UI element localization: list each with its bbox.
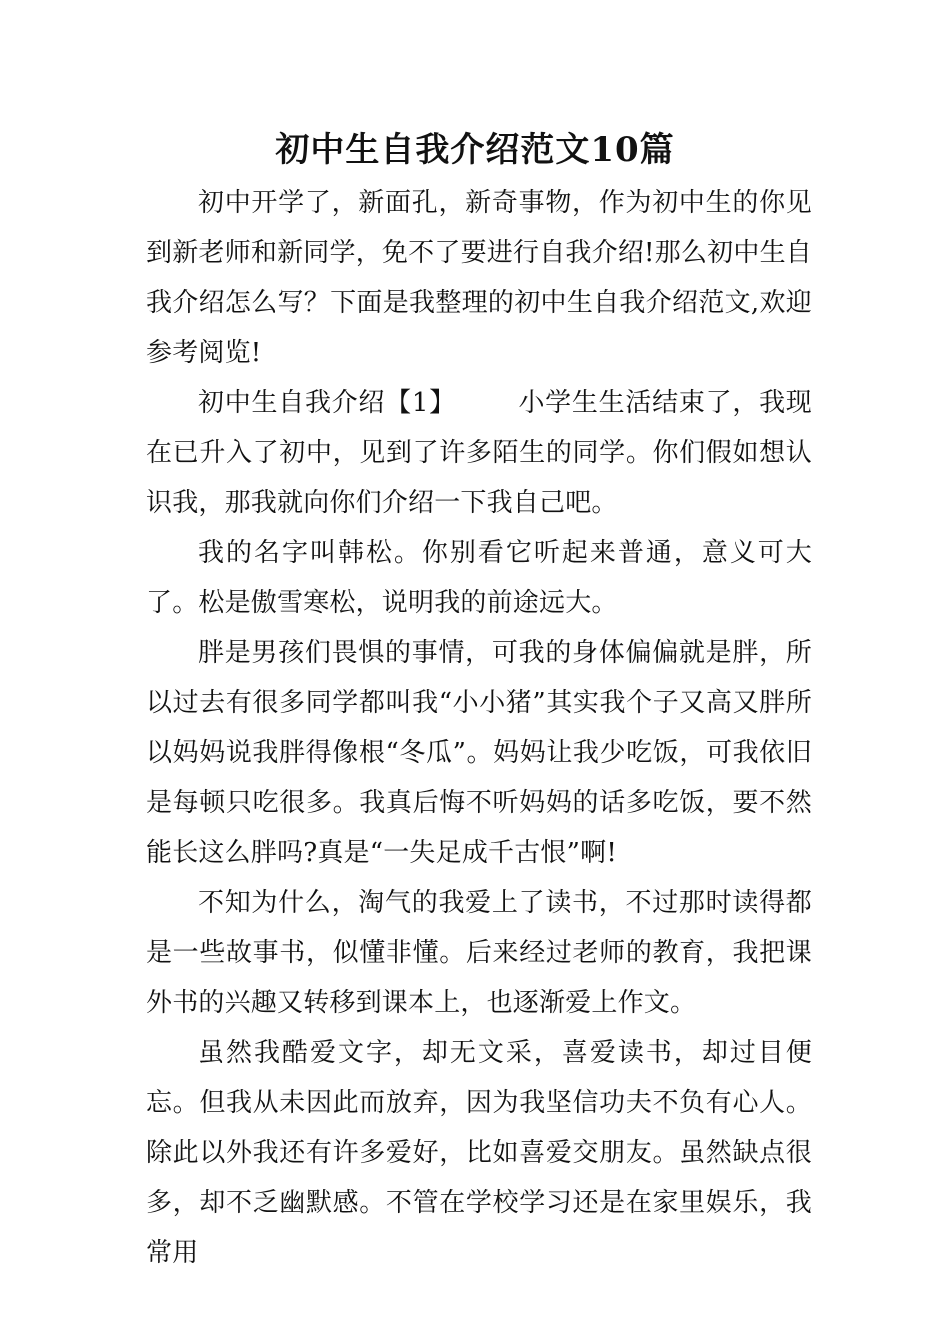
page-title: 初中生自我介绍范文10篇: [275, 130, 675, 170]
section-1-text: 小学生生活结束了，我现在已升入了初中，见到了许多陌生的同学。你们假如想认识我，那我就向你们介绍一下我自己吧。: [146, 388, 812, 518]
reading-paragraph: 不知为什么，淘气的我爱上了读书，不过那时读得都是一些故事书，似懂非懂。后来经过老师的教育，我把课外书的兴趣又转移到课本上，也逐渐爱上作文。: [146, 888, 812, 1018]
intro-paragraph: 初中开学了，新面孔，新奇事物，作为初中生的你见到新老师和新同学，免不了要进行自我介绍!那么初中生自我介绍怎么写？下面是我整理的初中生自我介绍范文,欢迎参考阅览!: [146, 188, 812, 368]
hobby-paragraph: 虽然我酷爱文字，却无文采，喜爱读书，却过目便忘。但我从未因此而放弃，因为我坚信功夫不负有心人。除此以外我还有许多爱好，比如喜爱交朋友。虽然缺点很多，却不乏幽默感。不管在学校学习还是在家里娱乐，我常用: [146, 1038, 812, 1268]
section-heading: 初中生自我介绍【1】: [198, 388, 456, 418]
name-paragraph: 我的名字叫韩松。你别看它听起来普通，意义可大了。松是傲雪寒松，说明我的前途远大。: [146, 538, 812, 618]
document-body: [146, 178, 812, 1278]
section-1-paragraph: [146, 378, 812, 528]
body-paragraph: 胖是男孩们畏惧的事情，可我的身体偏偏就是胖，所以过去有很多同学都叫我“小小猪”其实我个子又高又胖所以妈妈说我胖得像根“冬瓜”。妈妈让我少吃饭，可我依旧是每顿只吃很多。我真后悔不听妈妈的话多吃饭，要不然能长这么胖吗?真是“一失足成千古恨”啊!: [146, 638, 812, 868]
